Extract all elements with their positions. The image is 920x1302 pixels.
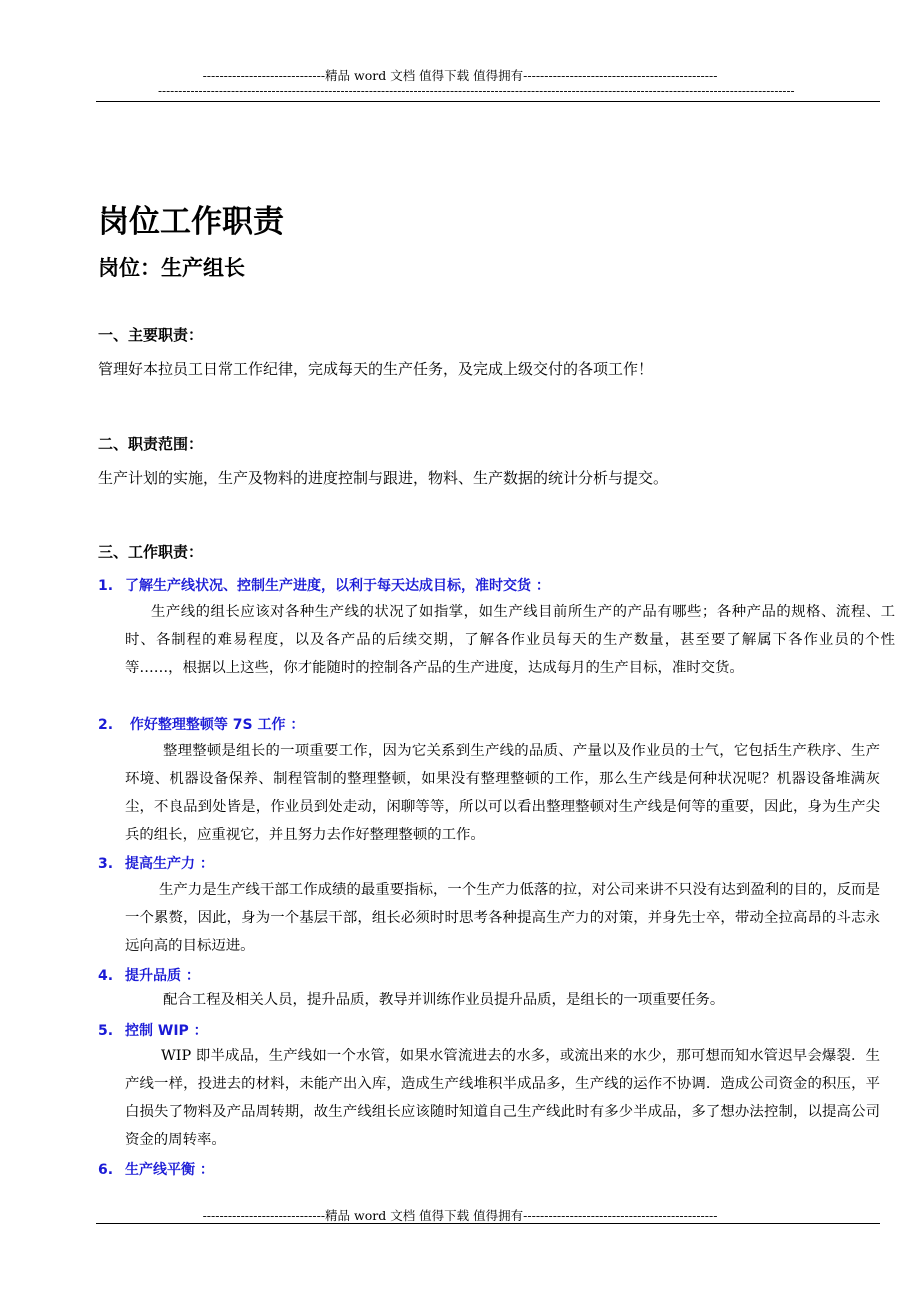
section-heading-scope: 二、职责范围： [98, 435, 204, 453]
duty-number: 2. [98, 717, 114, 733]
duty-text: 生产线的组长应该对各种生产线的状况了如指掌，如生产线目前所生产的产品有哪些；各种产品的规格、流程、工时、各制程的难易程度，以及各产品的后续交期，了解各作业员每天的生产数量，甚至要了解属下各作业员的个性等……，根据以上这些，你才能随时的控制各产品的生产进度，达成每月的生产目标，准时交货。 [125, 604, 895, 676]
header-dashes: ------------------------------------------------------------------------------------------------------------------------------------------------------------- [158, 84, 795, 98]
duty-text: 整理整顿是组长的一项重要工作，因为它关系到生产线的品质、产量以及作业员的士气，它包括生产秩序、生产环境、机器设备保养、制程管制的整理整顿，如果没有整理整顿的工作，那么生产线是何种状况呢？机器设备堆满灰尘，不良品到处皆是，作业员到处走动，闲聊等等，所以可以看出整理整顿对生产线是何等的重要，因此，身为生产尖兵的组长，应重视它，并且努力去作好整理整顿的工作。 [125, 743, 880, 843]
footer-rule [96, 1223, 880, 1224]
duty-heading [98, 714, 304, 734]
footer-banner: -----------------------------精品 word 文档 值得下载 值得拥有---------------------------------------------- [202, 1208, 718, 1223]
duty-title: 控制 WIP ： [125, 1023, 208, 1039]
header-banner: -----------------------------精品 word 文档 值得下载 值得拥有---------------------------------------------- [202, 68, 718, 83]
duty-number: 1. [98, 578, 114, 594]
section-heading-work-duties: 三、工作职责： [98, 543, 204, 561]
section-body-scope: 生产计划的实施，生产及物料的进度控制与跟进，物料、生产数据的统计分析与提交。 [98, 469, 669, 487]
duty-number: 5. [98, 1023, 114, 1039]
duty-heading [98, 965, 200, 985]
duty-heading [98, 575, 550, 595]
document-title: 岗位工作职责 [98, 204, 284, 240]
duty-heading [98, 1020, 208, 1040]
duty-text: 配合工程及相关人员，提升品质，教导并训练作业员提升品质，是组长的一项重要任务。 [163, 992, 725, 1008]
duty-title: 提升品质 ： [125, 968, 200, 984]
duty-title: 了解生产线状况、控制生产进度，以利于每天达成目标，准时交货 ： [125, 578, 550, 594]
duty-heading [98, 1159, 214, 1179]
duty-heading [98, 853, 214, 873]
duty-number: 3. [98, 856, 114, 872]
duty-title: 作好整理整顿等 7S 工作 ： [125, 717, 305, 733]
duty-number: 4. [98, 968, 114, 984]
position-subtitle: 岗位：生产组长 [98, 256, 245, 280]
duty-text: WIP 即半成品，生产线如一个水管，如果水管流进去的水多，或流出来的水少，那可想而知水管迟早会爆裂．生产线一样，投进去的材料，未能产出入库，造成生产线堆积半成品多，生产线的运作不协调．造成公司资金的积压，平白损失了物料及产品周转期，故生产线组长应该随时知道自己生产线此时有多少半成品，多了想办法控制，以提高公司资金的周转率。 [125, 1048, 880, 1148]
header-rule [96, 101, 880, 102]
duty-title: 提高生产力 ： [125, 856, 214, 872]
duty-title: 生产线平衡 ： [125, 1162, 214, 1178]
section-heading-main-duties: 一、主要职责： [98, 326, 204, 344]
duty-text: 生产力是生产线干部工作成绩的最重要指标，一个生产力低落的拉，对公司来讲不只没有达到盈利的目的，反而是一个累赘，因此，身为一个基层干部，组长必须时时思考各种提高生产力的对策，并身先士卒，带动全拉高昂的斗志永远向高的目标迈进。 [125, 882, 880, 954]
duty-number: 6. [98, 1162, 114, 1178]
section-body-main-duties: 管理好本拉员工日常工作纪律，完成每天的生产任务，及完成上级交付的各项工作！ [98, 360, 654, 378]
